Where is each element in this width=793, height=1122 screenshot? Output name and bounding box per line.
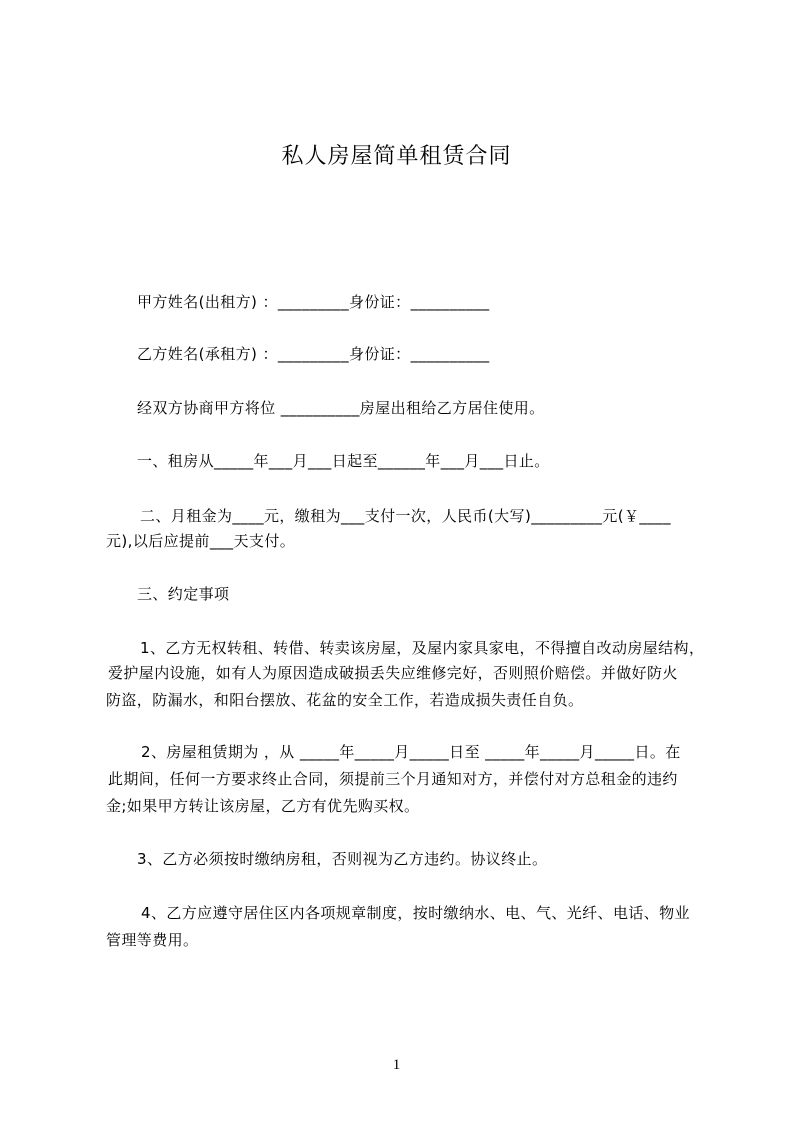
item-2-line-3: 金;如果甲方转让该房屋，乙方有优先购买权。	[106, 797, 420, 815]
clause-3-heading: 三、约定事项	[137, 585, 230, 603]
item-4-line-1: 4、乙方应遵守居住区内各项规章制度，按时缴纳水、电、气、光纤、电话、物业	[141, 904, 690, 922]
clause-2-rent-line-1: 二、月租金为____元，缴租为___支付一次，人民币(大写)_________元(￥____	[140, 507, 671, 525]
item-2-line-1: 2、房屋租赁期为 ，从 _____年_____月_____日至 _____年_____月_____日。在	[141, 743, 681, 761]
party-b-line: 乙方姓名(承租方) ：_________身份证：__________	[137, 345, 490, 363]
item-3-line-1: 3、乙方必须按时缴纳房租，否则视为乙方违约。协议终止。	[137, 850, 548, 868]
item-1-line-2: 爱护屋内设施，如有人为原因造成破损丢失应维修完好，否则照价赔偿。并做好防火	[108, 664, 678, 682]
item-4-line-2: 管理等费用。	[106, 931, 199, 949]
clause-1-term-line: 一、租房从_____年___月___日起至______年___月___日止。	[137, 452, 550, 470]
item-2-line-2: 此期间，任何一方要求终止合同，须提前三个月通知对方，并偿付对方总租金的违约	[108, 770, 678, 788]
party-a-line: 甲方姓名(出租方) ：_________身份证：__________	[137, 293, 490, 311]
clause-2-rent-line-2: 元),以后应提前___天支付。	[106, 532, 296, 550]
document-title: 私人房屋简单租赁合同	[281, 144, 512, 169]
item-1-line-1: 1、乙方无权转租、转借、转卖该房屋，及屋内家具家电，不得擅自改动房屋结构，	[140, 639, 705, 657]
premises-line: 经双方协商甲方将位 __________房屋出租给乙方居住使用。	[137, 399, 545, 417]
page-number: 1	[392, 1057, 401, 1073]
item-1-line-3: 防盗，防漏水，和阳台摆放、花盆的安全工作，若造成损失责任自负。	[106, 691, 584, 709]
